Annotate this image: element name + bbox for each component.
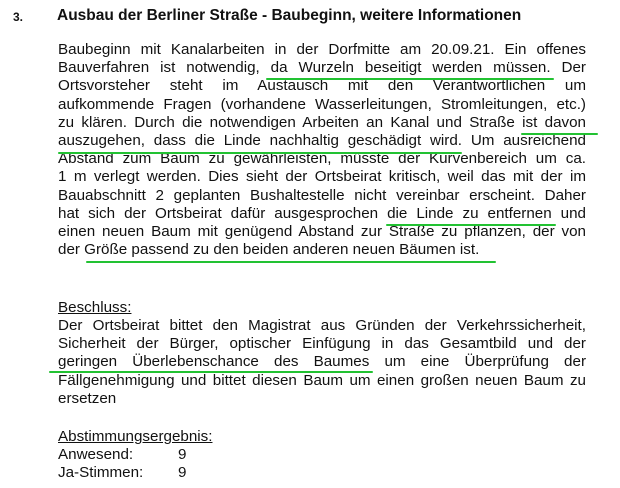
resolution-line: Fällgenehmigung und bittet diesen Baum um einen großen neuen Baum zu xyxy=(58,371,586,389)
resolution-paragraph xyxy=(58,317,586,408)
description-line: Baubeginn mit Kanalarbeiten in der Dorfmitte am 20.09.21. Ein offenes xyxy=(58,41,586,58)
vote-heading: Abstimmungsergebnis: xyxy=(58,428,213,445)
description-line: auszugehen, dass die Linde nachhaltig geschädigt wird. Um ausreichend xyxy=(58,132,586,150)
item-title: Ausbau der Berliner Straße - Baubeginn, weitere Informationen xyxy=(57,7,522,24)
description-paragraph xyxy=(58,41,586,259)
resolution-line: ersetzen xyxy=(58,389,117,407)
vote-value: 9 xyxy=(178,464,187,481)
vote-value: 9 xyxy=(178,446,187,463)
highlight-underline xyxy=(49,371,373,373)
highlight-underline xyxy=(266,78,554,80)
description-line: der Größe passend zu den beiden anderen neuen Bäumen ist. xyxy=(58,241,480,259)
highlight-underline xyxy=(521,133,598,135)
description-line: Bauverfahren ist notwendig, da Wurzeln beseitigt werden müssen. Der xyxy=(58,59,586,77)
resolution-line: geringen Überlebenschance des Baumes um eine Überprüfung der xyxy=(58,353,586,371)
description-line: 1 m verlegt werden. Dies sieht der Ortsbeirat kritisch, weil das mit der im xyxy=(58,168,586,186)
description-line: Abstand zum Baum zu gewährleisten, müsste der Kurvenbereich um ca. xyxy=(58,150,586,168)
description-line: hat sich der Ortsbeirat dafür ausgesprochen die Linde zu entfernen und xyxy=(58,204,586,222)
highlight-underline xyxy=(386,224,556,226)
item-number: 3. xyxy=(13,10,24,24)
resolution-line: Der Ortsbeirat bittet den Magistrat aus Gründen der Verkehrssicherheit, xyxy=(58,317,586,334)
vote-label: Ja-Stimmen: xyxy=(58,464,144,481)
description-line: aufkommende Fragen (vorhandene Wasserleitungen, Stromleitungen, etc.) xyxy=(58,95,586,113)
resolution-heading: Beschluss: xyxy=(58,299,132,316)
vote-row-present xyxy=(58,446,187,463)
description-line: zu klären. Durch die notwendigen Arbeiten an Kanal und Straße ist davon xyxy=(58,113,586,131)
resolution-line: Sicherheit der Bürger, optischer Einfügung in das Gesamtbild und der xyxy=(58,335,586,353)
highlight-underline xyxy=(86,261,496,263)
description-line: Ortsvorsteher steht im Austausch mit den Verantwortlichen um xyxy=(58,77,586,95)
highlight-underline xyxy=(58,152,462,154)
vote-label: Anwesend: xyxy=(58,446,134,463)
vote-row-yes xyxy=(58,464,187,481)
description-line: Bauabschnitt 2 geplanten Bushaltestelle nicht vereinbar erscheint. Daher xyxy=(58,186,586,204)
description-line: einen neuen Baum mit genügend Abstand zur Straße zu pflanzen, der von xyxy=(58,223,586,241)
